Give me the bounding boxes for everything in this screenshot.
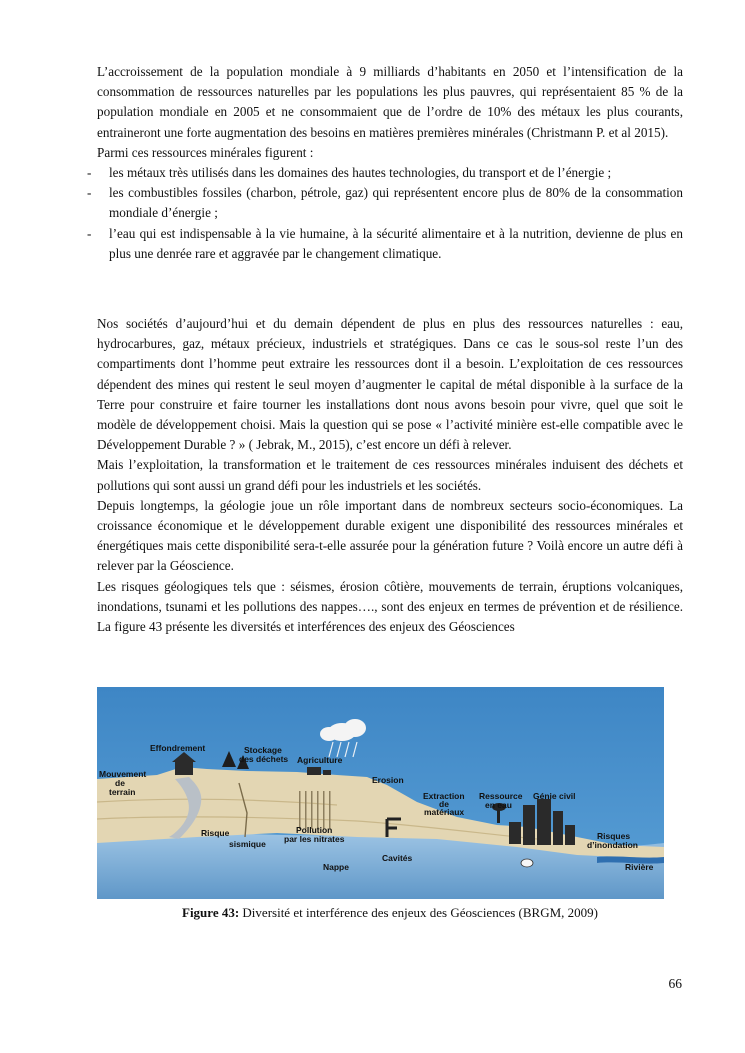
label-risques-inondation: d’inondation bbox=[587, 840, 638, 850]
paragraph-geology: Depuis longtemps, la géologie joue un rôle important dans de nombreux secteurs socio-économiques. La croissance économique et le développement durable exigent une disponibilité des ressources minérales et énergétiques mais cette disponibilité sera-t-elle assurée pour la génération future ? Voilà encore un autre défi à relever par la Géoscience. bbox=[97, 497, 683, 574]
label-extraction: de bbox=[439, 799, 449, 809]
label-nappe: Nappe bbox=[323, 862, 349, 872]
label-pollution: par les nitrates bbox=[284, 834, 345, 844]
page-number: 66 bbox=[668, 976, 682, 991]
figure-geosciences-diagram bbox=[97, 687, 664, 899]
label-erosion: Erosion bbox=[372, 775, 404, 785]
label-agriculture: Agriculture bbox=[297, 755, 343, 765]
figure-caption bbox=[97, 905, 683, 921]
label-cavites: Cavités bbox=[382, 853, 413, 863]
paragraph-pollution: Mais l’exploitation, la transformation et le traitement de ces ressources minérales induisent des déchets et pollutions qui sont aussi un grand défi pour les industriels et les sociétés. bbox=[97, 457, 683, 493]
list-item: - l’eau qui est indispensable à la vie humaine, à la sécurité alimentaire et à la nutrition, devienne de plus en plus une denrée rare et aggravée par le changement climatique. bbox=[97, 224, 683, 264]
list-item: - les métaux très utilisés dans les domaines des hautes technologies, du transport et de l’énergie ; bbox=[97, 163, 683, 183]
caption-label: Figure 43: bbox=[182, 905, 240, 920]
list-intro: Parmi ces ressources minérales figurent : bbox=[97, 144, 314, 160]
paragraph-population: L’accroissement de la population mondiale à 9 milliards d’habitants en 2050 et l’intensification de la consommation de ressources naturelles par les populations les plus pauvres, qui représentaient 85 % de la population mondiale en 2005 et ne consommaient que de l’ordre de 10% des métaux les plus courants, entraineront une forte augmentation des besoins en matières premières minérales (Christmann P. et al 2015). bbox=[97, 64, 683, 140]
label-mouvement: de bbox=[115, 778, 125, 788]
label-extraction: matériaux bbox=[424, 807, 465, 817]
text-section-1 bbox=[97, 62, 683, 264]
label-risques-inondation: Risques bbox=[597, 831, 631, 841]
label-pollution: Pollution bbox=[296, 825, 333, 835]
label-stockage: Stockage bbox=[244, 745, 282, 755]
label-mouvement: terrain bbox=[109, 787, 136, 797]
paragraph-risks: Les risques géologiques tels que : séismes, érosion côtière, mouvements de terrain, éruptions volcaniques, inondations, tsunami et les pollutions des nappes…., sont des enjeux en termes de prévention et de résilience. La figure 43 présente les diversités et interférences des enjeux des Géosciences bbox=[97, 578, 683, 635]
list-item: - les combustibles fossiles (charbon, pétrole, gaz) qui représentent encore plus de 80% de la consommation mondiale d’énergie ; bbox=[97, 183, 683, 223]
resources-list bbox=[97, 163, 683, 264]
text-section-2 bbox=[97, 314, 683, 637]
label-riviere: Rivière bbox=[625, 862, 654, 872]
label-sismique: sismique bbox=[229, 839, 266, 849]
label-ressource: Ressource bbox=[479, 791, 523, 801]
paragraph-societies: Nos sociétés d’aujourd’hui et du demain dépendent de plus en plus des ressources naturelles : eau, hydrocarbures, gaz, métaux précieux, industriels et stratégiques. Dans ce cas le sous-sol reste l’un des compartiments dont l’homme peut extraire les ressources dont il a besoin. L’exploitation de ces ressources dépendent des mines qui restent le seul moyen d’augmenter le capital de métal disponible à la surface de la Terre pour construire et faire tourner les installations dont nous avons besoin pour vivre, quel que soit le modèle de développement choisi. Mais la question qui se pose « l’activité minière est-elle compatible avec le Développement Durable ? » ( Jebrak, M., 2015), c’est encore un défi à relever. bbox=[97, 316, 683, 453]
label-effondrement: Effondrement bbox=[150, 743, 206, 753]
geosciences-illustration bbox=[97, 687, 664, 899]
cavity bbox=[521, 859, 533, 867]
label-stockage: des déchets bbox=[239, 754, 289, 764]
label-extraction: Extraction bbox=[423, 791, 465, 801]
caption-text: Diversité et interférence des enjeux des Géosciences (BRGM, 2009) bbox=[239, 905, 598, 920]
label-genie-civil: Génie civil bbox=[533, 791, 576, 801]
label-risque: Risque bbox=[201, 828, 230, 838]
label-ressource: en eau bbox=[485, 800, 512, 810]
label-mouvement: Mouvement bbox=[99, 769, 147, 779]
